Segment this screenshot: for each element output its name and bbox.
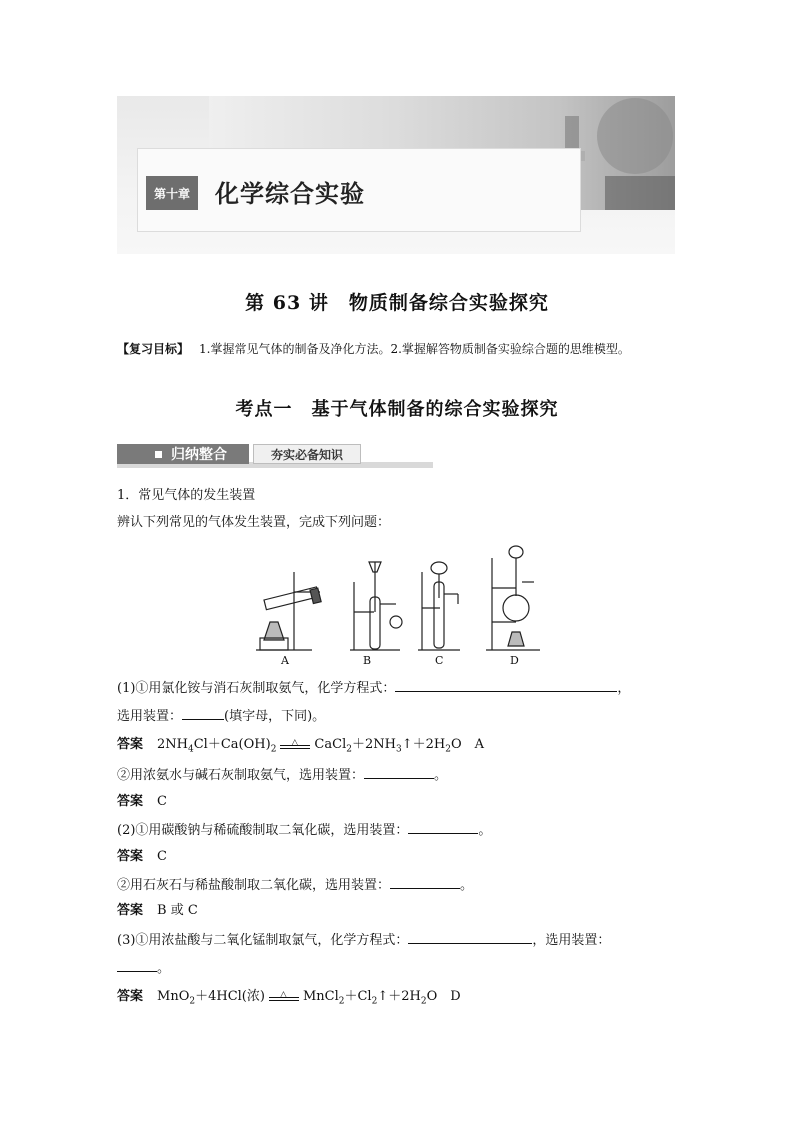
answer-2-1: 答案 C: [117, 849, 167, 864]
intro-text: 辨认下列常见的气体发生装置，完成下列问题：: [117, 515, 391, 530]
chapter-tag: 第十章: [146, 176, 198, 210]
answer-blank[interactable]: [390, 875, 460, 889]
answer-blank[interactable]: [395, 678, 617, 692]
summary-bar: [117, 444, 433, 468]
answer-blank[interactable]: [364, 765, 434, 779]
answer-blank[interactable]: [117, 958, 157, 972]
square-bullet-icon: [155, 451, 162, 458]
question-1-2: ②用浓氨水与碱石灰制取氨气，选用装置： 。: [117, 765, 447, 785]
summary-dark-label: 归纳整合: [117, 444, 249, 464]
goals-text: 1.掌握常见气体的制备及净化方法。2.掌握解答物质制备实验综合题的思维模型。: [199, 342, 630, 356]
review-goals: [117, 340, 630, 357]
apparatus-diagram: [250, 542, 540, 654]
section-title: 考点一 基于气体制备的综合实验探究: [235, 399, 559, 420]
question-3-1b: 。: [117, 958, 170, 978]
question-2-2: ②用石灰石与稀盐酸制取二氧化碳，选用装置： 。: [117, 875, 473, 895]
question-2-1: (2)①用碳酸钠与稀硫酸制取二氧化碳，选用装置： 。: [117, 820, 491, 840]
heading-1: 1．常见气体的发生装置: [117, 488, 256, 503]
apparatus-label-a: A: [281, 654, 289, 667]
heating-equals-sign: △: [280, 738, 310, 752]
apparatus-label-d: D: [510, 654, 519, 667]
chapter-banner: [117, 96, 675, 254]
answer-1-2: 答案 C: [117, 794, 167, 809]
question-1-1: (1)①用氯化铵与消石灰制取氨气，化学方程式： ，: [117, 678, 630, 698]
answer-2-2: 答案 B 或 C: [117, 903, 198, 918]
question-3-1: (3)①用浓盐酸与二氧化锰制取氯气，化学方程式： ，选用装置：: [117, 930, 610, 950]
answer-blank[interactable]: [408, 930, 532, 944]
apparatus-label-b: B: [363, 654, 372, 667]
answer-1-1: 答案 $2NH_4Cl+Ca(OH)_2$ △ $CaCl_2+2NH_3↑+2H_2O$ A: [117, 737, 484, 755]
goals-label: 【复习目标】: [117, 342, 190, 356]
answer-blank[interactable]: [182, 706, 224, 720]
apparatus-label-c: C: [435, 654, 444, 667]
apparatus-figure: [250, 542, 540, 667]
lecture-title: 第 63 讲 物质制备综合实验探究: [245, 292, 549, 314]
chapter-title: 化学综合实验: [215, 180, 365, 208]
heating-equals-sign: △: [269, 990, 299, 1004]
question-1-1b: 选用装置： (填字母，下同)。: [117, 706, 325, 726]
answer-blank[interactable]: [408, 820, 478, 834]
answer-3-1: 答案 MnO$_2$＋4HCl(浓) △ $MnCl_2+Cl_2↑+2H_2O$ D: [117, 989, 461, 1007]
summary-light-label: 夯实必备知识: [253, 444, 361, 464]
